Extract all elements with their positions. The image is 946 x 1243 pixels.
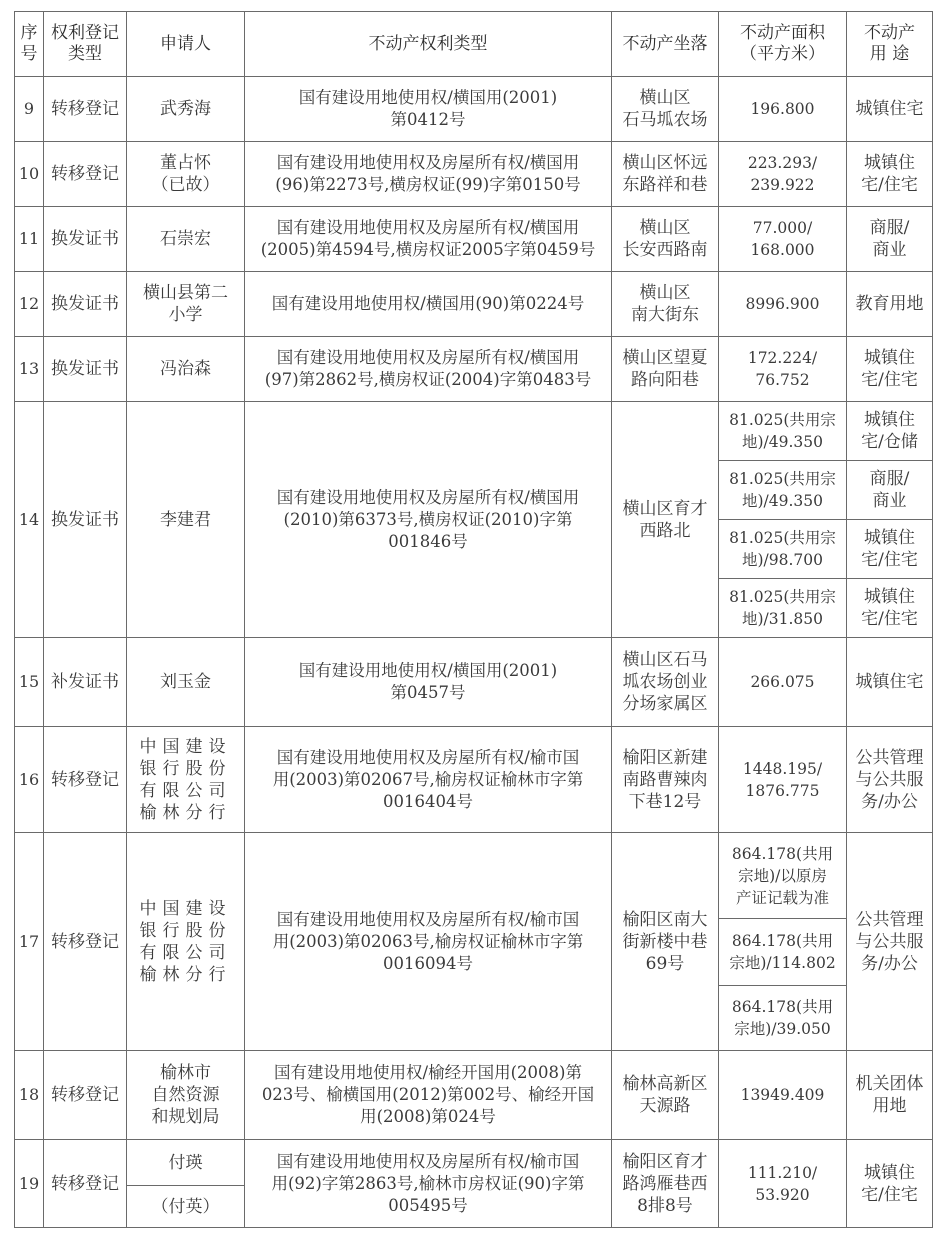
cell-usage: 城镇住宅 xyxy=(847,638,933,727)
cell-usage: 商服/ 商业 xyxy=(847,461,933,520)
table-row xyxy=(15,337,933,402)
cell-right-type: 国有建设用地使用权及房屋所有权/榆市国 用(92)字第2863号,榆林市房权证(90)字第 005495号 xyxy=(245,1140,612,1228)
cell-right-type: 国有建设用地使用权及房屋所有权/横国用 (2005)第4594号,横房权证2005字第0459号 xyxy=(245,207,612,272)
cell-seq: 16 xyxy=(15,727,44,833)
cell-applicant: 石崇宏 xyxy=(127,207,245,272)
cell-seq: 15 xyxy=(15,638,44,727)
header-location: 不动产坐落 xyxy=(612,12,719,77)
cell-usage: 公共管理 与公共服 务/办公 xyxy=(847,727,933,833)
header-reg-type: 权利登记 类型 xyxy=(44,12,127,77)
cell-right-type: 国有建设用地使用权及房屋所有权/横国用 (2010)第6373号,横房权证(2010)字第 001846号 xyxy=(245,402,612,638)
cell-right-type: 国有建设用地使用权/横国用(2001) 第0457号 xyxy=(245,638,612,727)
cell-applicant: 中国建设 银行股份 有限公司 榆林分行 xyxy=(127,833,245,1051)
cell-area: 13949.409 xyxy=(719,1051,847,1140)
cell-seq: 9 xyxy=(15,77,44,142)
cell-reg-type: 换发证书 xyxy=(44,402,127,638)
cell-right-type: 国有建设用地使用权及房屋所有权/横国用 (97)第2862号,横房权证(2004)字第0483号 xyxy=(245,337,612,402)
cell-location: 榆阳区新建 南路曹辣肉 下巷12号 xyxy=(612,727,719,833)
header-usage: 不动产 用 途 xyxy=(847,12,933,77)
cell-seq: 14 xyxy=(15,402,44,638)
cell-location: 榆林高新区 天源路 xyxy=(612,1051,719,1140)
cell-reg-type: 补发证书 xyxy=(44,638,127,727)
cell-right-type: 国有建设用地使用权/横国用(90)第0224号 xyxy=(245,272,612,337)
cell-reg-type: 换发证书 xyxy=(44,337,127,402)
table-row xyxy=(15,207,933,272)
cell-usage: 城镇住 宅/住宅 xyxy=(847,579,933,638)
cell-usage: 公共管理 与公共服 务/办公 xyxy=(847,833,933,1051)
cell-right-type: 国有建设用地使用权及房屋所有权/榆市国 用(2003)第02067号,榆房权证榆林市字第 0016404号 xyxy=(245,727,612,833)
cell-location: 横山区 石马坬农场 xyxy=(612,77,719,142)
table-row xyxy=(15,142,933,207)
header-right-type: 不动产权利类型 xyxy=(245,12,612,77)
table-header-row xyxy=(15,12,933,77)
cell-area: 81.025(共用宗 地)/49.350 xyxy=(719,461,847,520)
cell-applicant: 榆林市 自然资源 和规划局 xyxy=(127,1051,245,1140)
table-row xyxy=(15,1051,933,1140)
cell-reg-type: 转移登记 xyxy=(44,1051,127,1140)
cell-area: 111.210/ 53.920 xyxy=(719,1140,847,1228)
cell-right-type: 国有建设用地使用权及房屋所有权/横国用 (96)第2273号,横房权证(99)字第0150号 xyxy=(245,142,612,207)
cell-applicant-alt: （付英） xyxy=(127,1186,245,1228)
cell-location: 横山区怀远 东路祥和巷 xyxy=(612,142,719,207)
cell-location: 横山区石马 坬农场创业 分场家属区 xyxy=(612,638,719,727)
table-row xyxy=(15,272,933,337)
table-row xyxy=(15,1140,933,1186)
cell-applicant: 董占怀 （已故） xyxy=(127,142,245,207)
cell-seq: 13 xyxy=(15,337,44,402)
cell-usage: 城镇住 宅/住宅 xyxy=(847,142,933,207)
cell-reg-type: 转移登记 xyxy=(44,833,127,1051)
cell-reg-type: 换发证书 xyxy=(44,272,127,337)
table-row xyxy=(15,402,933,461)
cell-usage: 城镇住 宅/仓储 xyxy=(847,402,933,461)
cell-location: 横山区 长安西路南 xyxy=(612,207,719,272)
table-row xyxy=(15,727,933,833)
cell-seq: 11 xyxy=(15,207,44,272)
cell-area: 77.000/ 168.000 xyxy=(719,207,847,272)
cell-applicant: 横山县第二 小学 xyxy=(127,272,245,337)
table-row xyxy=(15,833,933,919)
table-row xyxy=(15,77,933,142)
cell-applicant: 刘玉金 xyxy=(127,638,245,727)
header-seq: 序 号 xyxy=(15,12,44,77)
cell-area: 266.075 xyxy=(719,638,847,727)
cell-usage: 城镇住 宅/住宅 xyxy=(847,337,933,402)
cell-applicant: 冯治森 xyxy=(127,337,245,402)
cell-reg-type: 转移登记 xyxy=(44,77,127,142)
cell-seq: 17 xyxy=(15,833,44,1051)
cell-applicant: 付瑛 xyxy=(127,1140,245,1186)
header-area: 不动产面积 （平方米） xyxy=(719,12,847,77)
cell-area: 172.224/ 76.752 xyxy=(719,337,847,402)
cell-usage: 教育用地 xyxy=(847,272,933,337)
cell-applicant: 李建君 xyxy=(127,402,245,638)
cell-usage: 城镇住 宅/住宅 xyxy=(847,520,933,579)
cell-area: 1448.195/ 1876.775 xyxy=(719,727,847,833)
cell-usage: 城镇住宅 xyxy=(847,77,933,142)
cell-applicant: 中国建设 银行股份 有限公司 榆林分行 xyxy=(127,727,245,833)
cell-area: 81.025(共用宗 地)/49.350 xyxy=(719,402,847,461)
cell-right-type: 国有建设用地使用权/榆经开国用(2008)第 023号、榆横国用(2012)第002号、榆经开国 用(2008)第024号 xyxy=(245,1051,612,1140)
table-row xyxy=(15,638,933,727)
cell-area: 8996.900 xyxy=(719,272,847,337)
cell-area: 196.800 xyxy=(719,77,847,142)
cell-location: 横山区育才 西路北 xyxy=(612,402,719,638)
registration-table xyxy=(14,11,933,1228)
cell-right-type: 国有建设用地使用权/横国用(2001) 第0412号 xyxy=(245,77,612,142)
cell-reg-type: 转移登记 xyxy=(44,1140,127,1228)
cell-area: 81.025(共用宗 地)/31.850 xyxy=(719,579,847,638)
cell-right-type: 国有建设用地使用权及房屋所有权/榆市国 用(2003)第02063号,榆房权证榆林市字第 0016094号 xyxy=(245,833,612,1051)
cell-seq: 19 xyxy=(15,1140,44,1228)
cell-seq: 18 xyxy=(15,1051,44,1140)
cell-reg-type: 转移登记 xyxy=(44,727,127,833)
cell-location: 榆阳区育才 路鸿雁巷西 8排8号 xyxy=(612,1140,719,1228)
cell-location: 横山区 南大街东 xyxy=(612,272,719,337)
cell-area: 81.025(共用宗 地)/98.700 xyxy=(719,520,847,579)
cell-location: 榆阳区南大 街新楼中巷 69号 xyxy=(612,833,719,1051)
cell-area: 864.178(共用 宗地)/39.050 xyxy=(719,986,847,1051)
cell-area: 223.293/ 239.922 xyxy=(719,142,847,207)
cell-location: 横山区望夏 路向阳巷 xyxy=(612,337,719,402)
cell-usage: 商服/ 商业 xyxy=(847,207,933,272)
cell-seq: 10 xyxy=(15,142,44,207)
cell-usage: 城镇住 宅/住宅 xyxy=(847,1140,933,1228)
cell-area: 864.178(共用 宗地)/以原房 产证记载为准 xyxy=(719,833,847,919)
header-applicant: 申请人 xyxy=(127,12,245,77)
cell-applicant: 武秀海 xyxy=(127,77,245,142)
cell-usage: 机关团体 用地 xyxy=(847,1051,933,1140)
cell-reg-type: 转移登记 xyxy=(44,142,127,207)
cell-area: 864.178(共用 宗地)/114.802 xyxy=(719,919,847,986)
cell-reg-type: 换发证书 xyxy=(44,207,127,272)
cell-seq: 12 xyxy=(15,272,44,337)
